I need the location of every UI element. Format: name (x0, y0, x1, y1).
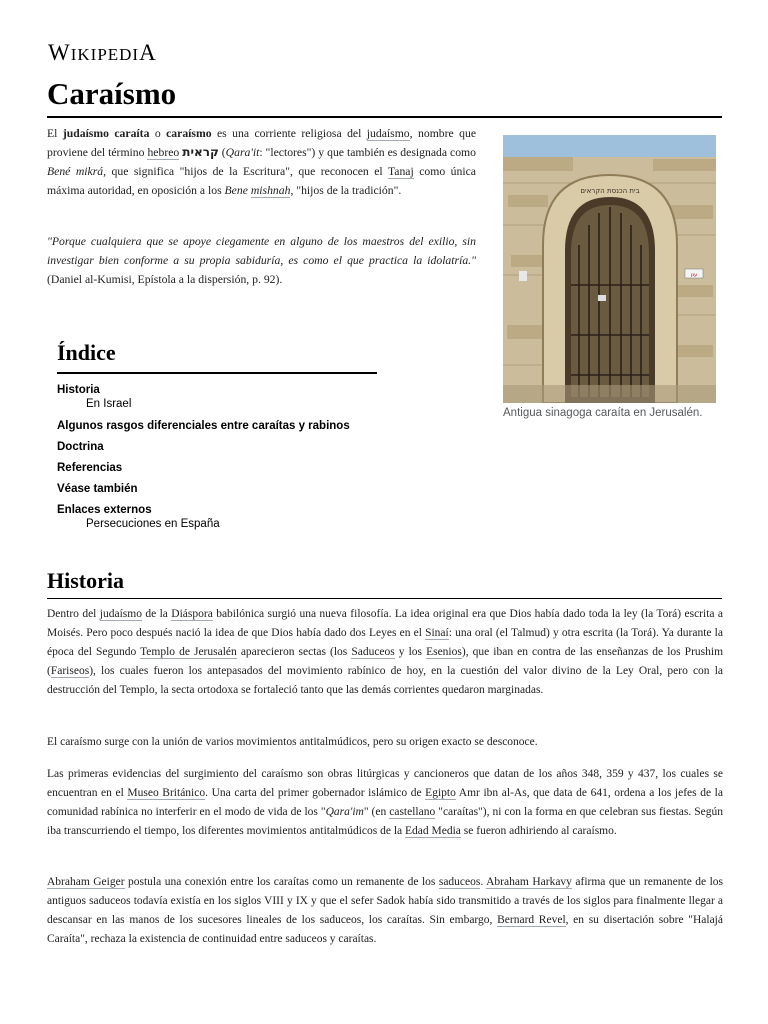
link-edad-media[interactable]: Edad Media (405, 825, 461, 837)
arch-inscription: בית הכנסת הקראים (580, 187, 640, 195)
link-castellano[interactable]: castellano (389, 806, 436, 818)
toc-item-vease-tambien[interactable]: Véase también (57, 483, 138, 495)
link-egipto[interactable]: Egipto (425, 787, 456, 799)
table-of-contents (57, 340, 377, 536)
intro-paragraph: El judaísmo caraíta o caraísmo es una corriente religiosa del judaísmo, nombre que proviene del término hebreo קראית (Qara'it: "lectores") y que también es designada como Bené mikrá, que significa "hijos de la Escritura", que reconocen el Tanaj como única máxima autoridad, en oposición a los Bene mishnah, "hijos de la tradición". (47, 127, 477, 197)
link-museo-britanico[interactable]: Museo Británico (127, 787, 206, 799)
link-sinai[interactable]: Sinaí (425, 627, 449, 639)
link-saduceos[interactable]: Saduceos (351, 646, 395, 658)
title-divider (47, 116, 722, 118)
historia-paragraph-1: Dentro del judaísmo de la Diáspora babilónica surgió una nueva filosofía. La idea original era que Dios había dado toda la ley (la Torá) escrita a Moisés. Pero poco después nació la idea de que Dios había dado dos Leyes en el Sinaí: una oral (el Talmud) y otra escrita (la Torá). Ya durante la época del Segundo Templo de Jerusalén aparecieron sectas (los Saduceos y los Esenios), que iban en contra de las enseñanzas de los Prushim (Fariseos), los cuales fueron los antepasados del movimiento rabínico de hoy, en la cuestión del valor divino de la Ley Oral, pero con la destrucción del Templo, la secta ortodoxa se fortaleció tanto que las demás corrientes quedaron marginadas. (47, 608, 724, 696)
wikipedia-wordmark[interactable]: WIKIPEDIA (48, 40, 157, 65)
page-title: Caraísmo (47, 76, 177, 111)
link-esenios[interactable]: Esenios (426, 646, 462, 658)
link-judaismo[interactable]: judaísmo (366, 127, 410, 140)
toc-item-rasgos[interactable]: Algunos rasgos diferenciales entre caraítas y rabinos (57, 420, 350, 432)
toc-title: Índice (57, 340, 116, 365)
link-abraham-geiger[interactable]: Abraham Geiger (47, 876, 125, 888)
quote-paragraph: "Porque cualquiera que se apoye ciegamente en alguno de los maestros del exilio, sin investigar bien conforme a su propia sabiduría, es como el que practica la idolatría." (Daniel al-Kumisi, Epístola a la dispersión, p. 92). (47, 235, 476, 286)
toc-divider (57, 372, 377, 374)
link-abraham-harkavy[interactable]: Abraham Harkavy (486, 876, 572, 888)
link-mishnah[interactable]: mishnah (250, 184, 291, 197)
toc-subitem-persecuciones[interactable]: Persecuciones en España (86, 518, 220, 530)
link-saduceos-2[interactable]: saduceos (438, 876, 481, 888)
toc-item-doctrina[interactable]: Doctrina (57, 441, 104, 453)
toc-item-referencias[interactable]: Referencias (57, 462, 123, 474)
toc-item-historia[interactable]: Historia (57, 384, 100, 396)
historia-paragraph-2: El caraísmo surge con la unión de varios movimientos antitalmúdicos, pero su origen exacto se desconoce. (47, 736, 538, 748)
section-title-historia: Historia (47, 568, 124, 593)
infobox-figure (503, 135, 716, 422)
link-bernard-revel[interactable]: Bernard Revel (497, 914, 566, 926)
link-tanaj[interactable]: Tanaj (387, 165, 414, 178)
figure-caption: Antigua sinagoga caraíta en Jerusalén. (503, 407, 703, 419)
toc-subitem-en-israel[interactable]: En Israel (86, 398, 132, 410)
hebrew-term: קראית (182, 145, 219, 159)
historia-paragraph-3: Las primeras evidencias del surgimiento del caraísmo son obras litúrgicas y cancioneros que datan de los años 348, 359 y 437, los cuales se encuentran en el Museo Británico. Una carta del primer gobernador islámico de Egipto Amr ibn al-As, que data de 641, ordena a los jefes de la comunidad rabínica no interferir en el modo de vida de los "Qara'im" (en castellano "caraítas"), ni con la forma en que celebran sus fiestas. Según iba transcurriendo el tiempo, los diferentes movimientos antitalmúdicos de la Edad Media se fueron adhiriendo al caraísmo. (47, 768, 723, 837)
link-fariseos[interactable]: Fariseos (50, 665, 90, 677)
wall-plaque: ענן (690, 272, 698, 278)
link-hebreo[interactable]: hebreo (147, 146, 180, 159)
toc-item-enlaces-externos[interactable]: Enlaces externos (57, 504, 152, 516)
link-judaismo-2[interactable]: judaísmo (99, 608, 142, 620)
historia-paragraph-4: Abraham Geiger postula una conexión entre los caraítas como un remanente de los saduceos. Abraham Harkavy afirma que un remanente de los antiguos saduceos todavía existía en los siglos VIII y IX y que el sefer Sadok había sido transmitido a través de los siglos para finalmente llegar a descansar en las manos de los sucesores lineales de los saduceos, los caraítas. Sin embargo, Bernard Revel, en su disertación sobre "Halajá Caraíta", rechaza la existencia de continuidad entre saduceos y caraítas. (47, 876, 724, 945)
section-divider (47, 598, 722, 599)
link-templo-jerusalen[interactable]: Templo de Jerusalén (140, 646, 237, 658)
synagogue-photo[interactable] (503, 135, 716, 403)
link-diaspora[interactable]: Diáspora (171, 608, 213, 620)
